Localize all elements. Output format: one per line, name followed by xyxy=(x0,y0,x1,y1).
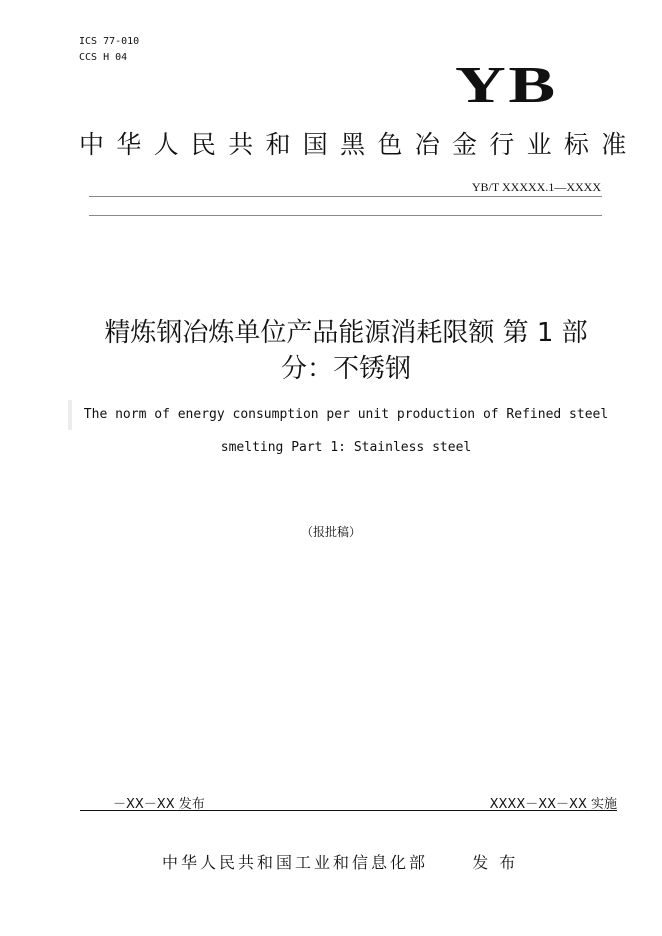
standard-number: YB/T XXXXX.1—XXXX xyxy=(471,180,601,194)
chinese-title-line1: 精炼钢冶炼单位产品能源消耗限额 第 1 部 xyxy=(104,318,588,348)
english-title-line1: The norm of energy consumption per unit production of Refined steel xyxy=(83,407,609,422)
classification-codes xyxy=(79,34,139,66)
issuing-authority xyxy=(162,850,518,873)
chinese-title-line2: 分：不锈钢 xyxy=(280,354,411,384)
top-rule xyxy=(89,196,602,197)
second-rule xyxy=(89,215,602,216)
english-title-line2: smelting Part 1: Stainless steel xyxy=(220,440,472,455)
standard-type-heading: 中华人民共和国黑色冶金行业标准 xyxy=(79,130,639,159)
ics-code: ICS 77-010 xyxy=(79,36,140,47)
issue-label: 发 布 xyxy=(472,853,519,872)
yb-logo: YB xyxy=(455,57,558,114)
ccs-code: CCS H 04 xyxy=(79,52,128,63)
chinese-title xyxy=(60,315,632,387)
issuer-name: 中华人民共和国工业和信息化部 xyxy=(162,853,429,872)
implement-date: XXXX－XX－XX 实施 xyxy=(489,797,617,812)
draft-status: （报批稿） xyxy=(300,525,361,539)
issue-date: －XX－XX 发布 xyxy=(113,797,205,812)
publication-rule xyxy=(80,810,617,811)
